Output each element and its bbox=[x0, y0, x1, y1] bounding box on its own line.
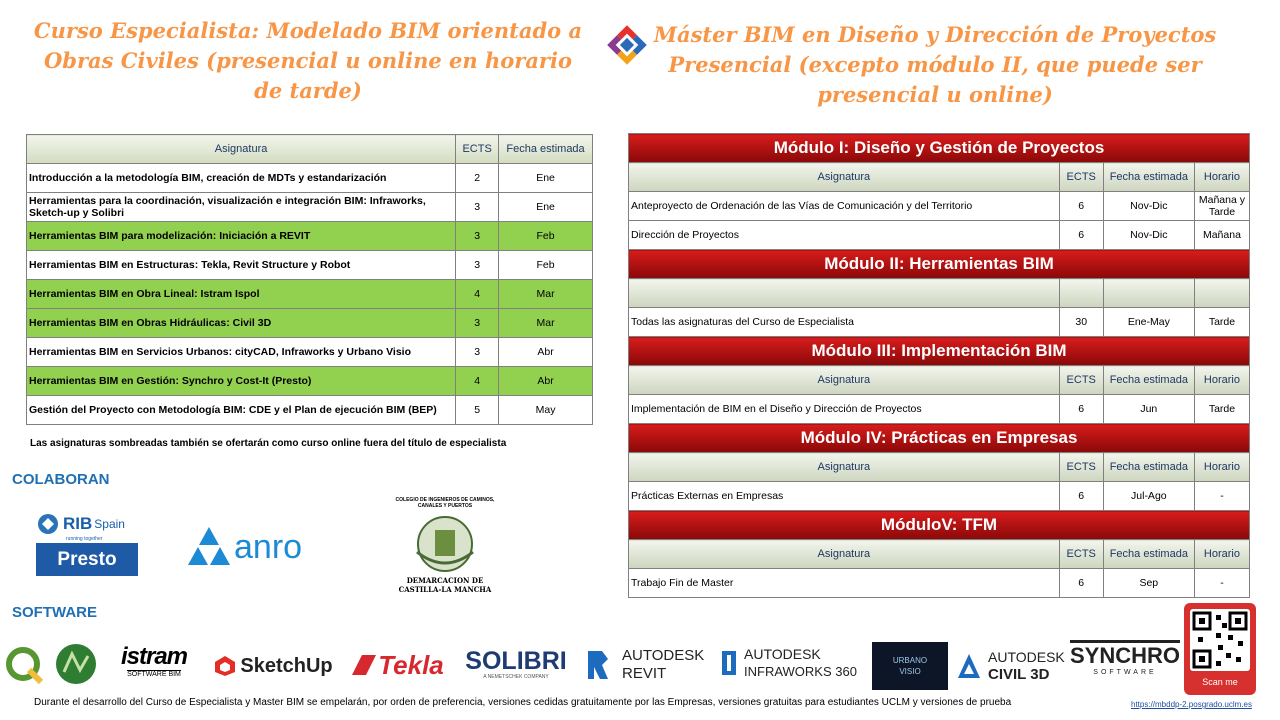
synchro-logo bbox=[1070, 636, 1181, 680]
course-subjects-table bbox=[26, 134, 593, 425]
colegio-crest-icon bbox=[403, 512, 487, 576]
subject-date: Abr bbox=[499, 338, 593, 367]
module-title: Módulo III: Implementación BIM bbox=[629, 337, 1250, 366]
demarcacion-text: DEMARCACION DE CASTILLA-LA MANCHA bbox=[398, 576, 492, 594]
header-asignatura bbox=[629, 279, 1060, 308]
civil3d-logo bbox=[956, 648, 1074, 684]
subject-ects: 6 bbox=[1059, 395, 1103, 424]
subject-ects: 5 bbox=[456, 396, 499, 425]
subject-date: Feb bbox=[499, 222, 593, 251]
module-header-row bbox=[629, 279, 1250, 308]
header-horario bbox=[1194, 279, 1249, 308]
infraworks-brand: AUTODESK bbox=[744, 646, 821, 662]
subject-ects: 30 bbox=[1059, 308, 1103, 337]
module-header-row bbox=[629, 366, 1250, 395]
subject-ects: 4 bbox=[456, 280, 499, 309]
master-modules-table bbox=[628, 133, 1250, 598]
table-row bbox=[27, 193, 593, 222]
subject-name: Implementación de BIM en el Diseño y Dirección de Proyectos bbox=[629, 395, 1060, 424]
module-header-row bbox=[629, 453, 1250, 482]
program-url[interactable]: https://mbddp-2.posgrado.uclm.es bbox=[1131, 700, 1252, 709]
table-row bbox=[629, 569, 1250, 598]
header-asignatura: Asignatura bbox=[629, 163, 1060, 192]
subject-date: Feb bbox=[499, 251, 593, 280]
qgis-icon bbox=[5, 646, 45, 686]
subject-ects: 3 bbox=[456, 222, 499, 251]
rib-country: Spain bbox=[94, 517, 125, 531]
anro-logo bbox=[186, 522, 334, 572]
table-row bbox=[27, 396, 593, 425]
table-row bbox=[629, 192, 1250, 221]
table-row bbox=[27, 280, 593, 309]
subject-ects: 4 bbox=[456, 367, 499, 396]
header-ects: ECTS bbox=[1059, 366, 1103, 395]
subject-name: Herramientas BIM en Obra Lineal: Istram Ispol bbox=[27, 280, 456, 309]
module-title: Módulo II: Herramientas BIM bbox=[629, 250, 1250, 279]
sketchup-icon bbox=[213, 654, 237, 678]
subject-date: Ene bbox=[499, 193, 593, 222]
table-row bbox=[27, 338, 593, 367]
header-horario: Horario bbox=[1194, 540, 1249, 569]
revit-logo bbox=[586, 646, 710, 684]
sketchup-logo bbox=[212, 650, 334, 682]
civil3d-text: CIVIL 3D bbox=[988, 666, 1050, 683]
solibri-sub: A NEMETSCHEK COMPANY bbox=[483, 674, 549, 680]
header-ects: ECTS bbox=[1059, 540, 1103, 569]
urbano-text: URBANO VISIO bbox=[892, 656, 928, 676]
subject-name: Herramientas BIM para modelización: Iniciación a REVIT bbox=[27, 222, 456, 251]
rib-logo bbox=[36, 512, 138, 536]
header-fecha: Fecha estimada bbox=[499, 135, 593, 164]
header-asignatura: Asignatura bbox=[629, 366, 1060, 395]
tekla-icon bbox=[350, 653, 378, 677]
header-horario: Horario bbox=[1194, 453, 1249, 482]
module-header-row bbox=[629, 163, 1250, 192]
subject-ects: 3 bbox=[456, 338, 499, 367]
header-asignatura: Asignatura bbox=[27, 135, 456, 164]
table-row bbox=[629, 482, 1250, 511]
subject-ects: 6 bbox=[1059, 482, 1103, 511]
table-row bbox=[629, 308, 1250, 337]
civil3d-brand: AUTODESK bbox=[988, 649, 1065, 665]
header-ects: ECTS bbox=[456, 135, 499, 164]
subject-horario: Tarde bbox=[1194, 308, 1249, 337]
subject-ects: 3 bbox=[456, 193, 499, 222]
civil3d-icon bbox=[956, 652, 982, 680]
globalmapper-icon bbox=[54, 642, 98, 686]
course-title: Curso Especialista: Modelado BIM orientado a Obras Civiles (presencial u online en horario de tarde) bbox=[33, 18, 583, 103]
module-title-row bbox=[629, 134, 1250, 163]
subject-ects: 6 bbox=[1059, 221, 1103, 250]
table-row bbox=[629, 395, 1250, 424]
module-header-row bbox=[629, 540, 1250, 569]
subject-ects: 6 bbox=[1059, 569, 1103, 598]
solibri-text: SOLIBRI bbox=[465, 647, 567, 675]
anro-icon bbox=[186, 525, 232, 569]
module-title: MóduloV: TFM bbox=[629, 511, 1250, 540]
istram-logo bbox=[104, 640, 204, 682]
table-row bbox=[27, 309, 593, 338]
module-title-row bbox=[629, 424, 1250, 453]
subject-name: Introducción a la metodología BIM, creación de MDTs y estandarización bbox=[27, 164, 456, 193]
revit-brand: AUTODESK bbox=[622, 647, 705, 664]
anro-text: anro bbox=[234, 527, 303, 566]
header-fecha bbox=[1103, 279, 1194, 308]
subject-date: Ene-May bbox=[1103, 308, 1194, 337]
subject-name: Anteproyecto de Ordenación de las Vías de Comunicación y del Territorio bbox=[629, 192, 1060, 221]
presto-logo bbox=[36, 543, 138, 576]
header-horario: Horario bbox=[1194, 163, 1249, 192]
tekla-logo bbox=[342, 648, 452, 682]
header-ects: ECTS bbox=[1059, 453, 1103, 482]
revit-text: REVIT bbox=[622, 665, 667, 682]
qr-code-icon bbox=[1190, 609, 1250, 671]
revit-icon bbox=[586, 649, 610, 681]
presto-text: Presto bbox=[57, 548, 117, 570]
sketchup-text: SketchUp bbox=[240, 654, 333, 677]
infraworks-text: INFRAWORKS 360 bbox=[744, 664, 857, 679]
qr-code[interactable] bbox=[1184, 603, 1256, 695]
module-title: Módulo I: Diseño y Gestión de Proyectos bbox=[629, 134, 1250, 163]
subject-ects: 6 bbox=[1059, 192, 1103, 221]
synchro-text: SYNCHRO bbox=[1070, 640, 1180, 669]
footer-note: Durante el desarrollo del Curso de Especialista y Master BIM se empelarán, por orden de preferencia, versiones cedidas gratuitamente por las Empresas, versiones gratuitas para estudiantes UCLM y versiones de prueba bbox=[34, 697, 1012, 708]
tekla-text: Tekla bbox=[378, 649, 444, 680]
subject-ects: 2 bbox=[456, 164, 499, 193]
subject-horario: Tarde bbox=[1194, 395, 1249, 424]
subject-date: Mar bbox=[499, 280, 593, 309]
subject-date: May bbox=[499, 396, 593, 425]
istram-text: istram bbox=[120, 643, 188, 670]
rib-text: RIB bbox=[63, 514, 93, 533]
subject-name: Herramientas BIM en Estructuras: Tekla, Revit Structure y Robot bbox=[27, 251, 456, 280]
header-fecha: Fecha estimada bbox=[1103, 366, 1194, 395]
colaboran-heading: COLABORAN bbox=[12, 471, 110, 488]
istram-sub: SOFTWARE BIM bbox=[127, 671, 181, 678]
table-row bbox=[27, 367, 593, 396]
header-fecha: Fecha estimada bbox=[1103, 453, 1194, 482]
subject-name: Herramientas BIM en Servicios Urbanos: cityCAD, Infraworks y Urbano Visio bbox=[27, 338, 456, 367]
subject-date: Abr bbox=[499, 367, 593, 396]
synchro-sub: SOFTWARE bbox=[1093, 669, 1157, 676]
header-horario: Horario bbox=[1194, 366, 1249, 395]
subject-date: Nov-Dic bbox=[1103, 221, 1194, 250]
table-row bbox=[629, 221, 1250, 250]
subject-name: Todas las asignaturas del Curso de Especialista bbox=[629, 308, 1060, 337]
subject-ects: 3 bbox=[456, 251, 499, 280]
urbano-logo bbox=[872, 642, 948, 690]
table-row bbox=[27, 164, 593, 193]
subject-name: Herramientas para la coordinación, visualización e integración BIM: Infraworks, Sketch-up y Solibri bbox=[27, 193, 456, 222]
header-fecha: Fecha estimada bbox=[1103, 540, 1194, 569]
subject-horario: - bbox=[1194, 482, 1249, 511]
subject-date: Nov-Dic bbox=[1103, 192, 1194, 221]
colegio-name: COLEGIO DE INGENIEROS DE CAMINOS, CANALES Y PUERTOS bbox=[395, 497, 495, 509]
infraworks-icon bbox=[720, 649, 738, 677]
infraworks-logo bbox=[720, 644, 868, 682]
module-title: Módulo IV: Prácticas en Empresas bbox=[629, 424, 1250, 453]
subject-name: Herramientas BIM en Gestión: Synchro y Cost-It (Presto) bbox=[27, 367, 456, 396]
table-row bbox=[27, 251, 593, 280]
table-row bbox=[27, 222, 593, 251]
subject-date: Jul-Ago bbox=[1103, 482, 1194, 511]
header-ects: ECTS bbox=[1059, 163, 1103, 192]
subject-ects: 3 bbox=[456, 309, 499, 338]
shaded-note: Las asignaturas sombreadas también se ofertarán como curso online fuera del título de especialista bbox=[30, 438, 507, 449]
header-ects bbox=[1059, 279, 1103, 308]
subject-name: Prácticas Externas en Empresas bbox=[629, 482, 1060, 511]
software-heading: SOFTWARE bbox=[12, 604, 97, 621]
subject-date: Jun bbox=[1103, 395, 1194, 424]
subject-name: Dirección de Proyectos bbox=[629, 221, 1060, 250]
subject-name: Gestión del Proyecto con Metodología BIM: CDE y el Plan de ejecución BIM (BEP) bbox=[27, 396, 456, 425]
subject-horario: Mañana y Tarde bbox=[1194, 192, 1249, 221]
qr-label: Scan me bbox=[1202, 677, 1238, 687]
rib-tagline: running together bbox=[66, 536, 103, 542]
module-title-row bbox=[629, 511, 1250, 540]
subject-date: Mar bbox=[499, 309, 593, 338]
solibri-logo bbox=[458, 646, 574, 682]
rib-icon bbox=[36, 512, 60, 536]
subject-name: Herramientas BIM en Obras Hidráulicas: Civil 3D bbox=[27, 309, 456, 338]
subject-horario: Mañana bbox=[1194, 221, 1249, 250]
master-title: Máster BIM en Diseño y Dirección de Proyectos Presencial (excepto módulo II, que puede ser presencial u online) bbox=[653, 22, 1217, 107]
subject-name: Trabajo Fin de Master bbox=[629, 569, 1060, 598]
header-asignatura: Asignatura bbox=[629, 540, 1060, 569]
subject-horario: - bbox=[1194, 569, 1249, 598]
header-fecha: Fecha estimada bbox=[1103, 163, 1194, 192]
module-title-row bbox=[629, 337, 1250, 366]
subject-date: Ene bbox=[499, 164, 593, 193]
module-title-row bbox=[629, 250, 1250, 279]
subject-date: Sep bbox=[1103, 569, 1194, 598]
header-asignatura: Asignatura bbox=[629, 453, 1060, 482]
